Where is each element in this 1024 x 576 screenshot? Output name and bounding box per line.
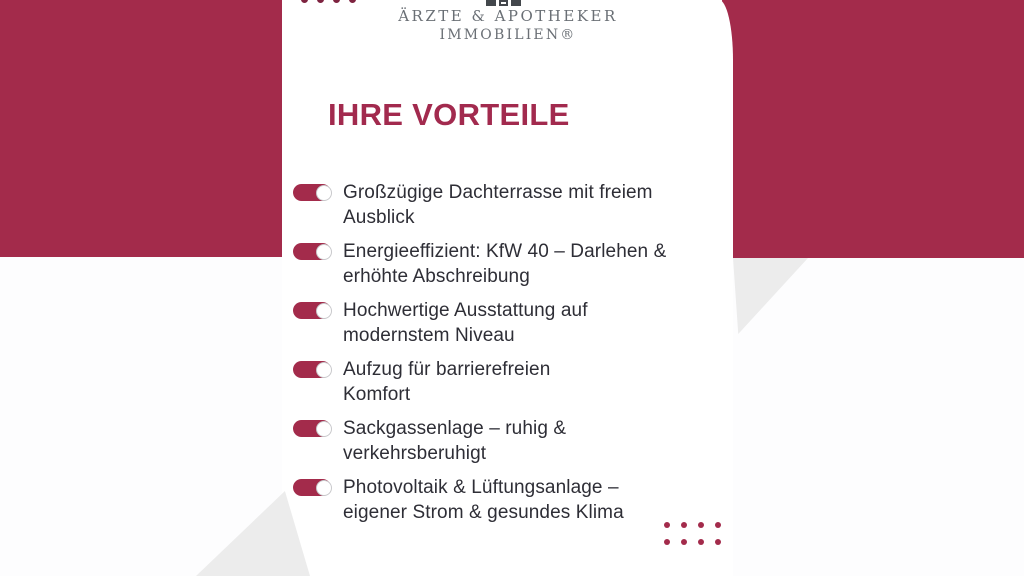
gray-triangle-right xyxy=(733,258,808,334)
benefit-text xyxy=(343,476,624,525)
list-item xyxy=(293,476,705,525)
benefit-line: Hochwertige Ausstattung auf xyxy=(343,300,588,321)
list-item xyxy=(293,299,705,348)
toggle-on-icon[interactable] xyxy=(293,361,331,378)
list-item xyxy=(293,417,705,466)
toggle-on-icon[interactable] xyxy=(293,184,331,201)
toggle-on-icon[interactable] xyxy=(293,420,331,437)
benefit-line: Ausblick xyxy=(343,206,415,228)
list-item xyxy=(293,240,705,289)
benefit-line: modernstem Niveau xyxy=(343,324,515,346)
toggle-knob xyxy=(316,421,332,437)
brand-name-line2: IMMOBILIEN® xyxy=(439,27,577,43)
right-accent-block xyxy=(722,0,1024,258)
toggle-knob xyxy=(316,303,332,319)
benefit-line: Photovoltaik & Lüftungsanlage – xyxy=(343,477,619,498)
benefit-line: Sackgassenlage – ruhig & xyxy=(343,418,567,439)
toggle-knob xyxy=(316,480,332,496)
left-accent-block xyxy=(0,0,282,257)
benefit-line: eigener Strom & gesundes Klima xyxy=(343,501,624,523)
benefit-text xyxy=(343,240,666,289)
list-item xyxy=(293,358,705,407)
page-title: IHRE VORTEILE xyxy=(328,97,570,132)
toggle-on-icon[interactable] xyxy=(293,243,331,260)
dot-row-decoration xyxy=(301,0,356,3)
brand-logo xyxy=(283,7,733,43)
toggle-on-icon[interactable] xyxy=(293,302,331,319)
benefit-text xyxy=(343,417,566,466)
benefit-line: Großzügige Dachterrasse mit freiem xyxy=(343,182,653,203)
benefits-list xyxy=(293,181,705,535)
list-item xyxy=(293,181,705,230)
benefit-line: erhöhte Abschreibung xyxy=(343,265,530,287)
benefit-line: Aufzug für barrierefreien xyxy=(343,359,551,380)
toggle-knob xyxy=(316,185,332,201)
toggle-knob xyxy=(316,244,332,260)
benefit-line: Komfort xyxy=(343,383,411,405)
benefit-line: verkehrsberuhigt xyxy=(343,442,487,464)
brand-name-line1: ÄRZTE & APOTHEKER xyxy=(398,7,618,25)
building-icon xyxy=(486,0,521,6)
benefit-text xyxy=(343,358,550,407)
dot-grid-decoration xyxy=(664,522,721,545)
benefit-line: Energieeffizient: KfW 40 – Darlehen & xyxy=(343,241,667,262)
benefit-text xyxy=(343,299,588,348)
toggle-on-icon[interactable] xyxy=(293,479,331,496)
toggle-knob xyxy=(316,362,332,378)
benefit-text xyxy=(343,181,653,230)
